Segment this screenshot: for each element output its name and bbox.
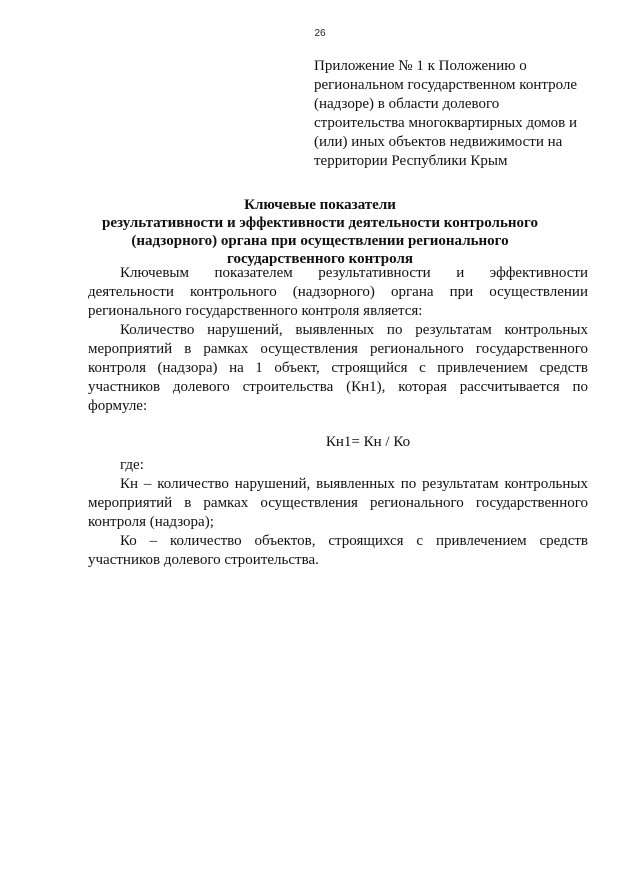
appendix-line: (надзоре) в области долевого	[314, 96, 500, 112]
formula: Кн1= Кн / Ко	[325, 434, 411, 450]
document-body	[88, 264, 588, 570]
appendix-line: строительства многоквартирных домов и	[314, 115, 578, 131]
title-line: результативности и эффективности деятельности контрольного	[102, 215, 538, 231]
paragraph-ko-definition: Ко – количество объектов, строящихся с привлечением средств участников долевого строительства.	[88, 533, 588, 568]
appendix-line: (или) иных объектов недвижимости на	[314, 134, 563, 150]
paragraph-key-indicator: Ключевым показателем результативности и эффективности деятельности контрольного (надзорного) органа при осуществлении регионального государственного контроля является:	[88, 265, 588, 319]
appendix-line: территории Республики Крым	[314, 153, 508, 169]
document-title	[0, 196, 640, 268]
title-line: (надзорного) органа при осуществлении регионального	[131, 233, 509, 249]
page-number: 26	[314, 28, 326, 39]
appendix-line: региональном государственном контроле	[314, 77, 578, 93]
paragraph-kn-definition: Кн – количество нарушений, выявленных по результатам контрольных мероприятий в рамках осуществления регионального государственного контроля (надзора);	[88, 476, 588, 530]
appendix-reference	[314, 57, 604, 171]
appendix-line: Приложение № 1 к Положению о	[314, 58, 527, 74]
title-line: государственного контроля	[227, 251, 413, 267]
paragraph-violations-count: Количество нарушений, выявленных по результатам контрольных мероприятий в рамках осуществления регионального государственного контроля (надзора) на 1 объект, строящийся с привлечением средств участников долевого строительства (Кн1), которая рассчитывается по формуле:	[88, 322, 588, 414]
title-line: Ключевые показатели	[244, 197, 396, 213]
where-label: где:	[120, 457, 144, 473]
